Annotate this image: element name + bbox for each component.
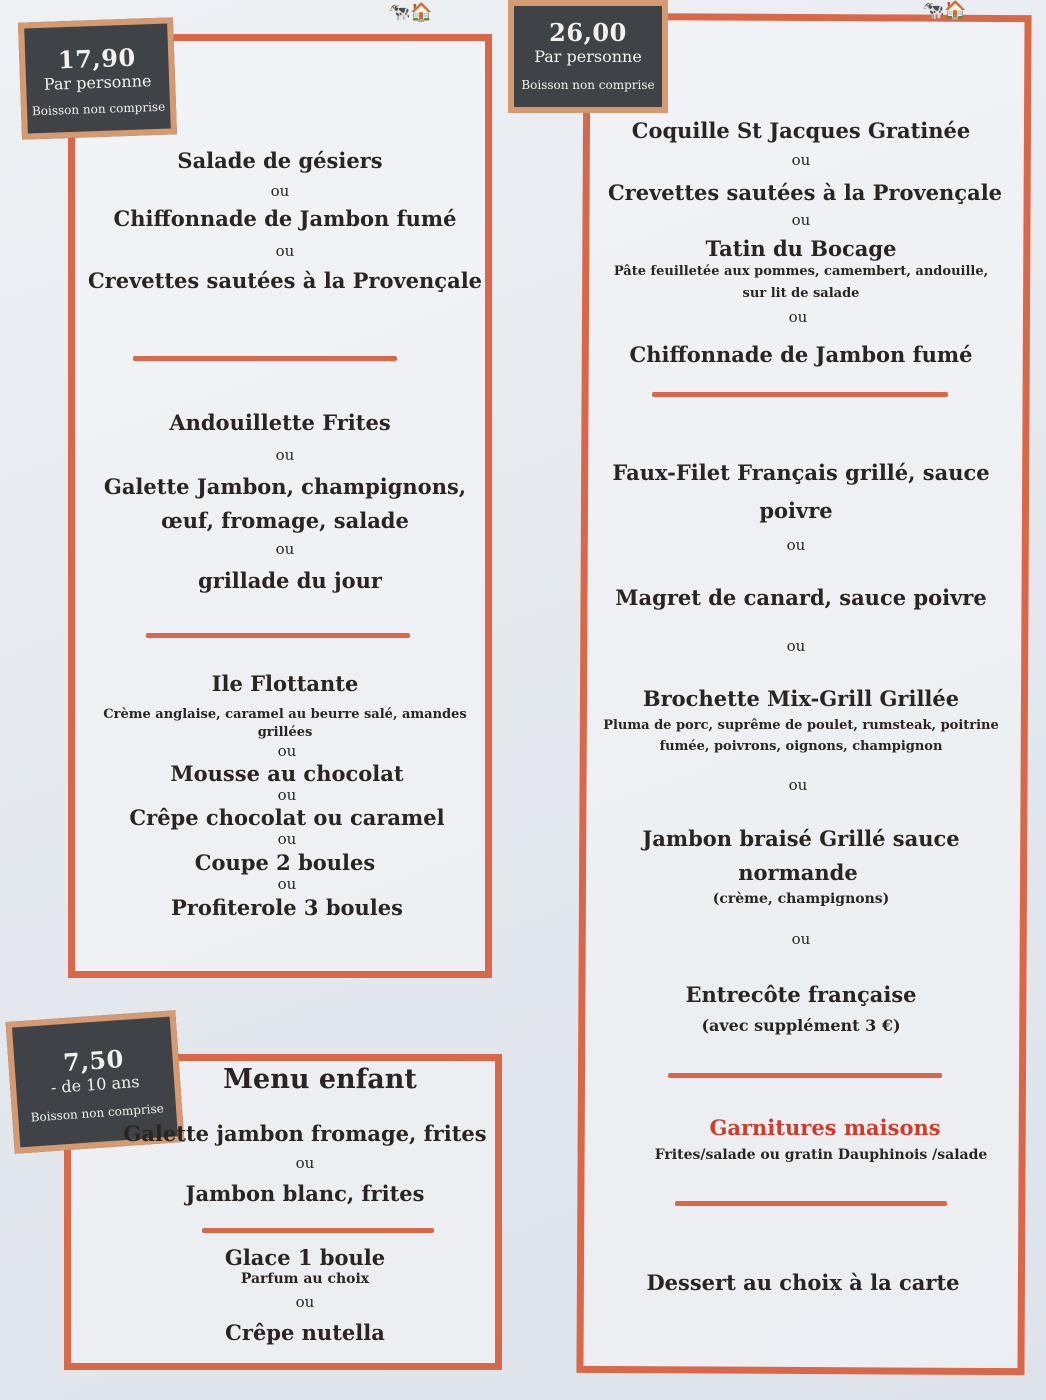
dish-galette-line1: Galette Jambon, champignons, [103,474,467,499]
or-separator: ou [295,1293,315,1311]
sides-title: Garnitures maisons [709,1115,941,1140]
price-badge-17 [18,17,177,139]
dish-description: fumée, poivrons, oignons, champignon [659,739,943,754]
dish-magret: Magret de canard, sauce poivre [615,585,987,610]
dish-profiterole: Profiterole 3 boules [171,895,403,920]
dish-description: Pâte feuilletée aux pommes, camembert, andouille, [613,264,989,279]
dish-glace: Glace 1 boule [224,1245,386,1270]
or-separator: ou [277,742,297,760]
dish-jambon-blanc: Jambon blanc, frites [185,1181,425,1206]
dish-description: (crème, champignons) [712,891,890,907]
or-separator: ou [791,211,811,229]
or-separator: ou [275,242,295,260]
or-separator: ou [786,637,806,655]
dish-brochette: Brochette Mix-Grill Grillée [642,686,960,711]
price-value: 17,90 [57,42,137,75]
dish-tatin: Tatin du Bocage [705,236,897,261]
dish-crepe-nutella: Crêpe nutella [225,1320,385,1345]
price-value: 26,00 [549,18,627,47]
price-value: 7,50 [62,1043,125,1078]
drink-note: Boisson non comprise [30,1101,165,1125]
price-badge-26 [508,0,668,113]
dish-galette-line2: œuf, fromage, salade [161,508,409,533]
dish-jambon-braise-line2: normande [738,860,858,885]
dish-salade-gesiers: Salade de gésiers [177,148,383,173]
or-separator: ou [277,786,297,804]
or-separator: ou [788,308,808,326]
section-divider [668,1073,942,1078]
dish-description: sur lit de salade [742,286,860,301]
or-separator: ou [295,1154,315,1172]
dish-entrecote: Entrecôte française [685,982,917,1007]
dish-mousse: Mousse au chocolat [170,761,404,786]
farm-decoration-icon: 🐄🏠 [388,2,433,23]
dessert-choice: Dessert au choix à la carte [646,1270,960,1295]
dish-galette-kids: Galette jambon fromage, frites [123,1121,487,1146]
dish-coquille: Coquille St Jacques Gratinée [631,118,971,143]
section-divider [652,392,948,397]
farm-decoration-icon: 🐄🏠 [922,0,967,21]
or-separator: ou [270,182,290,200]
dish-chiffonnade: Chiffonnade de Jambon fumé [629,342,973,367]
per-person-label: Par personne [43,71,152,94]
kids-menu-title: Menu enfant [223,1064,417,1095]
dish-crevettes: Crevettes sautées à la Provençale [607,180,1003,205]
dish-supplement-note: (avec supplément 3 €) [701,1016,901,1035]
or-separator: ou [275,540,295,558]
or-separator: ou [791,151,811,169]
or-separator: ou [791,930,811,948]
dish-crepe: Crêpe chocolat ou caramel [129,805,445,830]
age-label: - de 10 ans [50,1071,141,1098]
dish-andouillette: Andouillette Frites [169,410,391,435]
dish-crevettes: Crevettes sautées à la Provençale [87,268,483,293]
section-divider [675,1201,947,1206]
section-divider [202,1228,434,1233]
or-separator: ou [786,536,806,554]
sides-description: Frites/salade ou gratin Dauphinois /salade [654,1147,988,1163]
or-separator: ou [277,875,297,893]
dish-ile-flottante: Ile Flottante [211,671,359,696]
dish-description: Pluma de porc, suprême de poulet, rumsteak, poitrine [603,718,999,733]
dish-grillade: grillade du jour [198,568,382,593]
dish-faux-filet-line1: Faux-Filet Français grillé, sauce [612,460,990,485]
or-separator: ou [275,446,295,464]
or-separator: ou [788,776,808,794]
dish-jambon-braise-line1: Jambon braisé Grillé sauce [642,826,960,851]
drink-note: Boisson non comprise [31,99,166,119]
dish-faux-filet-line2: poivre [759,498,833,523]
per-person-label: Par personne [534,47,642,66]
dish-chiffonnade: Chiffonnade de Jambon fumé [113,206,457,231]
section-divider [133,356,397,361]
dish-coupe: Coupe 2 boules [194,850,376,875]
dish-description: Crème anglaise, caramel au beurre salé, amandes [103,707,467,722]
section-divider [146,633,410,638]
drink-note: Boisson non comprise [521,78,655,92]
or-separator: ou [277,830,297,848]
dish-description: grillées [257,725,313,740]
dish-description: Parfum au choix [240,1271,370,1287]
